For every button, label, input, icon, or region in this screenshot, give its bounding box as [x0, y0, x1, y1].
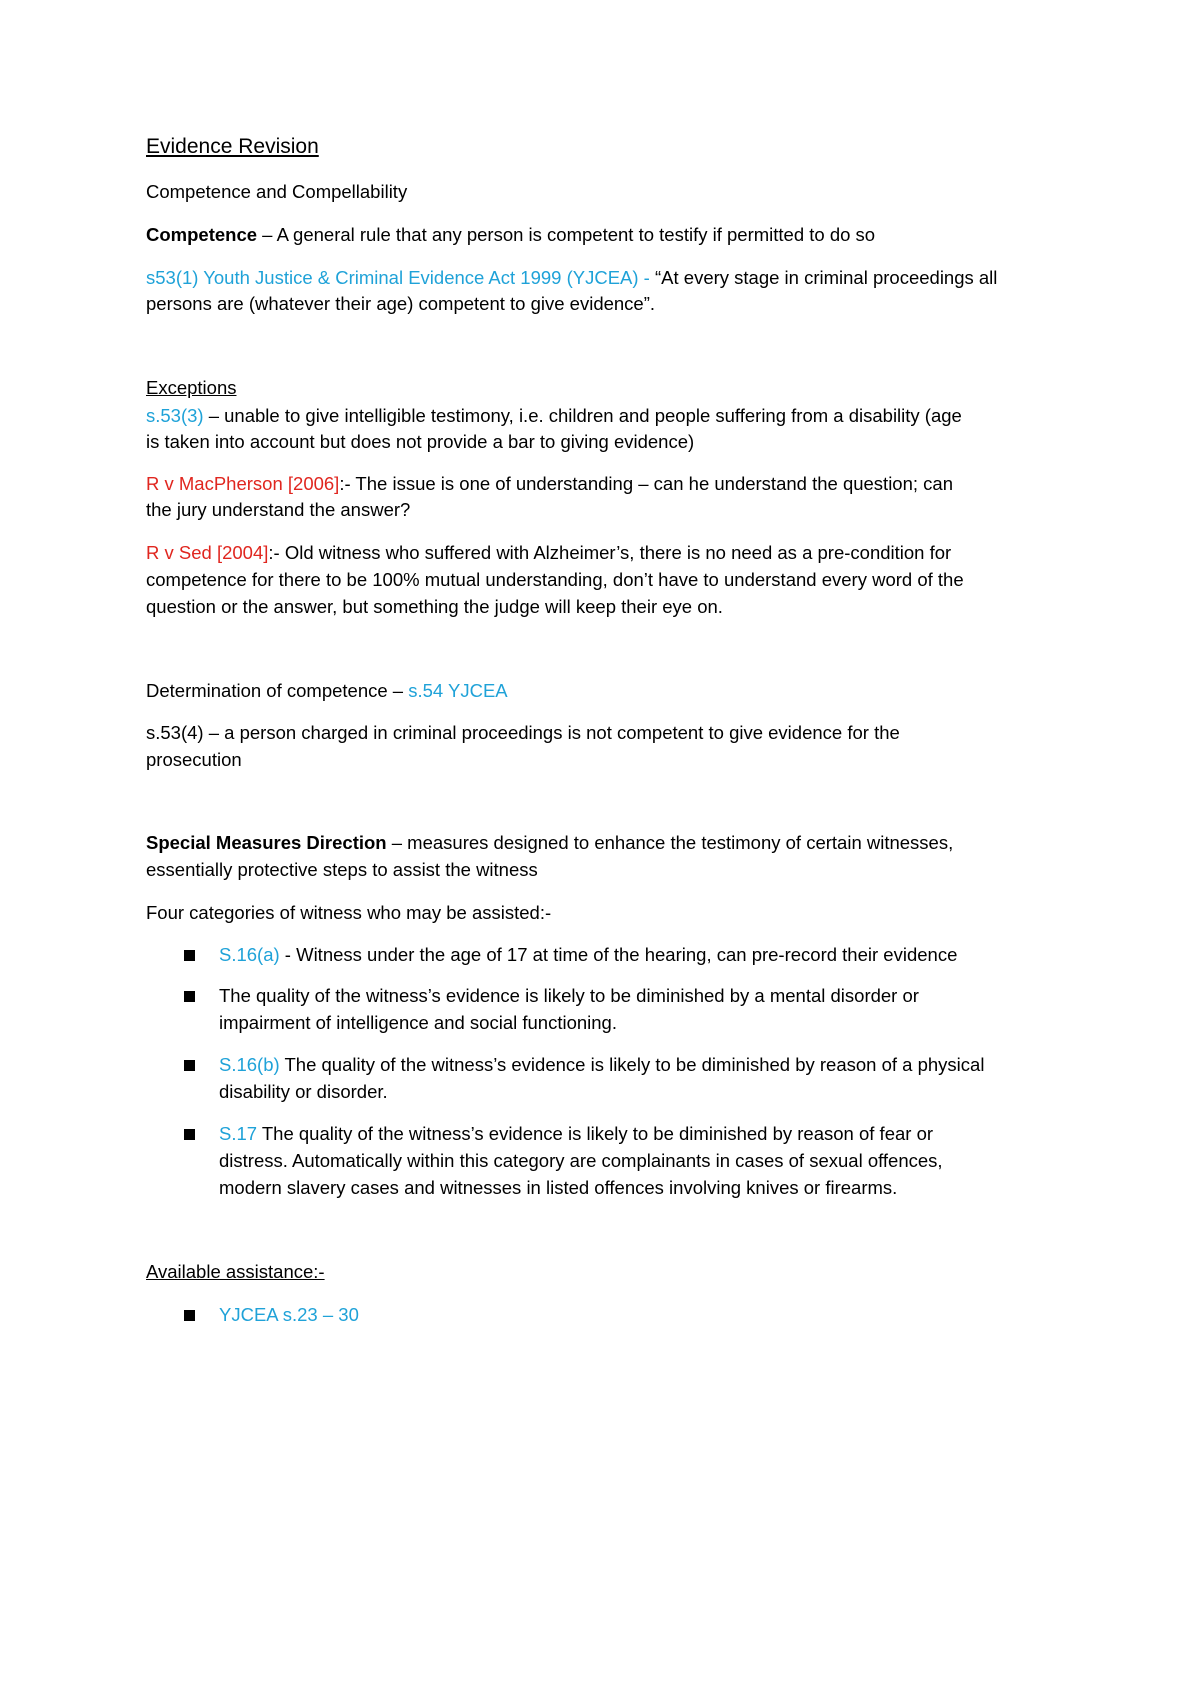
square-bullet-icon — [184, 1129, 195, 1140]
s53-3-statute-ref: s.53(3) — [146, 405, 204, 426]
sed-case-ref: R v Sed [2004] — [146, 542, 269, 563]
category-item-3-text: The quality of the witness’s evidence is likely to be diminished by reason of a physical — [279, 1054, 985, 1075]
s53-3-text: – unable to give intelligible testimony, i.e. children and people suffering from a disability (age — [203, 405, 962, 426]
s53-3-line2: is taken into account but does not provide a bar to giving evidence) — [146, 431, 695, 452]
special-measures-line1 — [146, 831, 953, 855]
special-measures-text: – measures designed to enhance the testimony of certain witnesses, — [386, 832, 954, 853]
competence-text: – A general rule that any person is competent to testify if permitted to do so — [257, 224, 876, 245]
square-bullet-icon — [184, 1060, 195, 1071]
category-item-1-text: - Witness under the age of 17 at time of the hearing, can pre-record their evidence — [279, 944, 958, 965]
page-title: Evidence Revision — [146, 135, 319, 158]
special-measures-term: Special Measures Direction — [146, 832, 387, 853]
macpherson-line2: the jury understand the answer? — [146, 499, 411, 520]
section-subtitle: Competence and Compellability — [146, 181, 408, 202]
sed-text: :- Old witness who suffered with Alzheimer’s, there is no need as a pre-condition for — [268, 542, 952, 563]
competence-term: Competence — [146, 224, 258, 245]
competence-definition — [146, 223, 875, 247]
assistance-item-1: YJCEA s.23 – 30 — [219, 1304, 359, 1325]
category-item-1-line1 — [219, 943, 957, 967]
s53-1-paragraph-line1 — [146, 266, 997, 290]
square-bullet-icon — [184, 950, 195, 961]
macpherson-case-ref: R v MacPherson [2006] — [146, 473, 340, 494]
category-item-4-line1 — [219, 1122, 933, 1146]
sed-line2: competence for there to be 100% mutual understanding, don’t have to understand every word of the — [146, 569, 964, 590]
determination-statute-ref: s.54 YJCEA — [408, 680, 508, 701]
category-item-4-line2: distress. Automatically within this category are complainants in cases of sexual offences, — [219, 1150, 943, 1171]
square-bullet-icon — [184, 1310, 195, 1321]
special-measures-line2: essentially protective steps to assist the witness — [146, 859, 538, 880]
exceptions-heading: Exceptions — [146, 377, 237, 398]
category-item-4-text: The quality of the witness’s evidence is likely to be diminished by reason of fear or — [257, 1123, 934, 1144]
determination-text: Determination of competence – — [146, 680, 409, 701]
category-item-2-line1: The quality of the witness’s evidence is likely to be diminished by a mental disorder or — [219, 985, 919, 1006]
available-assistance-heading: Available assistance:- — [146, 1261, 325, 1282]
sed-line1 — [146, 541, 951, 565]
category-item-3-ref: S.16(b) — [219, 1054, 280, 1075]
s53-1-statute-ref: s53(1) Youth Justice & Criminal Evidence Act 1999 (YJCEA) - — [146, 267, 650, 288]
category-item-3-line1 — [219, 1053, 984, 1077]
macpherson-line1 — [146, 472, 953, 496]
sed-line3: question or the answer, but something the judge will keep their eye on. — [146, 596, 723, 617]
category-item-3-line2: disability or disorder. — [219, 1081, 388, 1102]
category-item-1-ref: S.16(a) — [219, 944, 280, 965]
category-item-2-line2: impairment of intelligence and social functioning. — [219, 1012, 617, 1033]
determination-line — [146, 679, 508, 703]
categories-intro: Four categories of witness who may be assisted:- — [146, 902, 552, 923]
s53-4-line2: prosecution — [146, 749, 242, 770]
s53-1-quote-start: “At every stage in criminal proceedings all — [649, 267, 998, 288]
macpherson-text: :- The issue is one of understanding – can he understand the question; can — [339, 473, 953, 494]
s53-4-line1: s.53(4) – a person charged in criminal proceedings is not competent to give evidence for the — [146, 722, 900, 743]
s53-1-paragraph-line2: persons are (whatever their age) competent to give evidence”. — [146, 293, 656, 314]
s53-3-line1 — [146, 404, 962, 428]
category-item-4-ref: S.17 — [219, 1123, 258, 1144]
square-bullet-icon — [184, 991, 195, 1002]
category-item-4-line3: modern slavery cases and witnesses in listed offences involving knives or firearms. — [219, 1177, 898, 1198]
